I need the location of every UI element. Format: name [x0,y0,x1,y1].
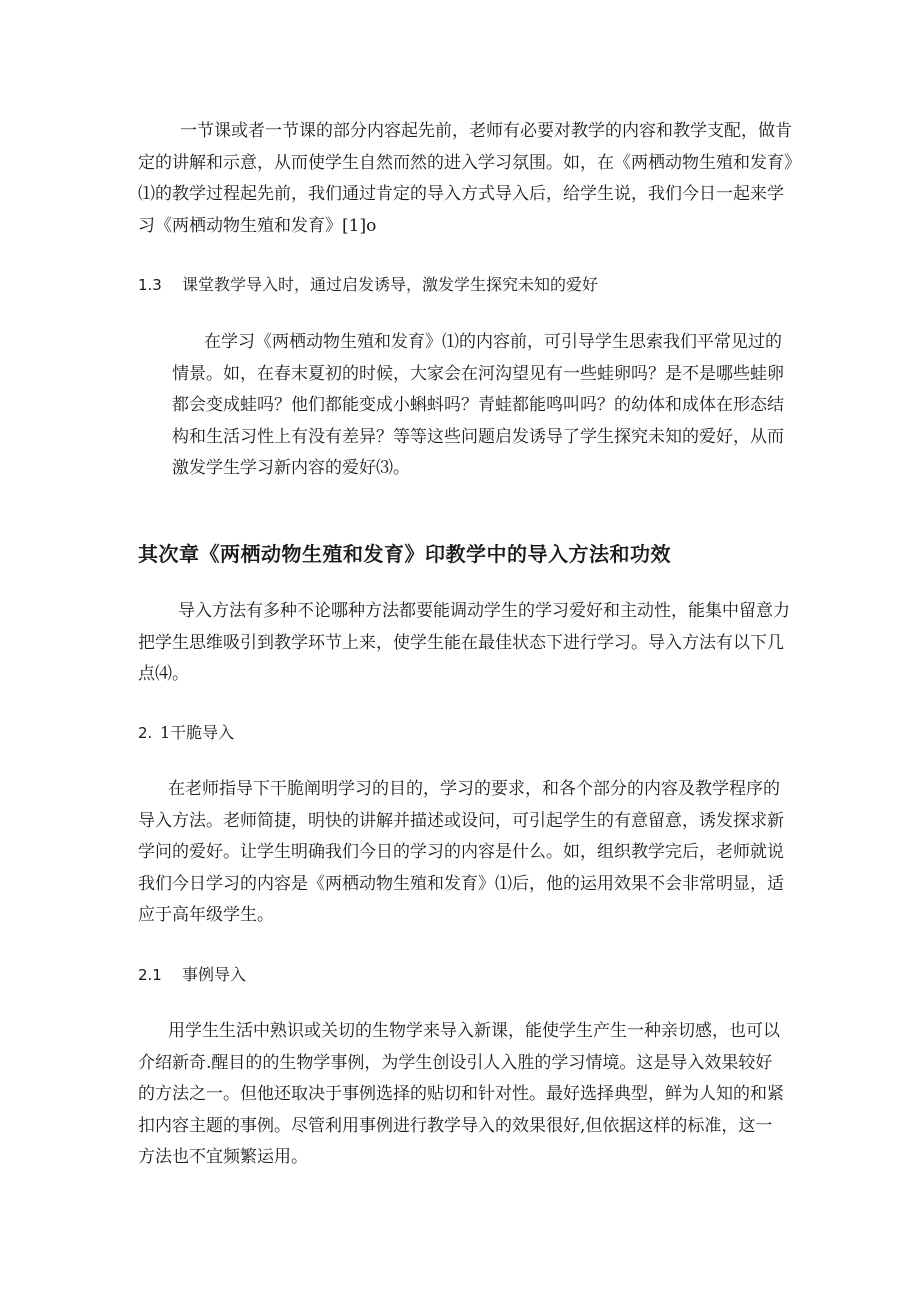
section-number: 2. [138,724,153,742]
text-line: 激发学生学习新内容的爱好⑶。 [172,458,410,478]
text-line: 学问的爱好。让学生明确我们今日的学习的内容是什么。如，组织教学完后，老师就说 [138,842,784,862]
text-line: 介绍新奇.醒目的的生物学事例，为学生创设引人入胜的学习情境。这是导入效果较好 [138,1052,773,1073]
section-title: 1干脆导入 [160,723,235,742]
section-heading-1-3 [138,272,598,295]
text-line: 在学习《两栖动物生殖和发育》⑴的内容前，可引导学生思索我们平常见过的 [204,332,782,352]
text-line: 方法也不宜频繁运用。 [138,1147,308,1167]
text-line: 用学生生活中熟识或关切的生物学来导入新课，能使学生产生一种亲切感，也可以 [168,1021,780,1041]
section-number: 2.1 [138,966,162,984]
text-line: 在老师指导下干脆阐明学习的目的，学习的要求，和各个部分的内容及教学程序的 [168,779,780,799]
text-line: 点⑷。 [138,664,189,684]
text-line: 应于高年级学生。 [138,905,274,925]
paragraph-direct-intro [138,774,786,932]
text-line: 情景。如，在春末夏初的时候，大家会在河沟望见有一些蛙卵吗？是不是哪些蛙卵 [172,363,784,384]
text-line: 导入方法有多种不论哪种方法都要能调动学生的学习爱好和主动性，能集中留意力 [178,601,790,621]
text-line: ⑴的教学过程起先前，我们通过肯定的导入方式导入后，给学生说，我们今日一起来学 [138,184,784,204]
text-line: 我们今日学习的内容是《两栖动物生殖和发育》⑴后，他的运用效果不会非常明显，适 [138,873,784,894]
section-number: 1.3 [138,276,162,294]
text-line: 定的讲解和示意，从而使学生自然而然的进入学习氛围。如，在《两栖动物生殖和发育》 [138,152,801,173]
text-line: 导入方法。老师简捷，明快的讲解并描述或设问，可引起学生的有意留意，诱发探求新 [138,810,784,831]
text-line: 都会变成蛙吗？他们都能变成小蝌蚪吗？青蛙都能鸣叫吗？的幼体和成体在形态结 [172,395,784,415]
paragraph-inquiry [172,327,786,485]
paragraph-example-intro [138,1016,786,1174]
text-line: 扣内容主题的事例。尽管利用事例进行教学导入的效果很好,但依据这样的标准，这一 [138,1115,773,1136]
chapter-heading: 其次章《两栖动物生殖和发育》印教学中的导入方法和功效 [138,542,671,566]
section-title: 课堂教学导入时，通过启发诱导，激发学生探究未知的爱好 [182,275,599,294]
section-heading-2-1-direct [138,720,234,743]
paragraph-methods-overview [138,596,790,691]
section-heading-2-1-example [138,962,246,985]
text-line: 一节课或者一节课的部分内容起先前，老师有必要对教学的内容和教学支配，做肯 [180,121,792,141]
section-title: 事例导入 [182,965,247,984]
text-line: 构和生活习性上有没有差异？等等这些问题启发诱导了学生探究未知的爱好，从而 [172,426,784,447]
text-line: 把学生思维吸引到教学环节上来，使学生能在最佳状态下进行学习。导入方法有以下几 [138,632,784,653]
paragraph-intro-continuation [138,116,801,242]
text-line: 习《两栖动物生殖和发育》[1]o [138,215,377,236]
text-line: 的方法之一。但他还取决于事例选择的贴切和针对性。最好选择典型，鲜为人知的和紧 [138,1084,784,1104]
